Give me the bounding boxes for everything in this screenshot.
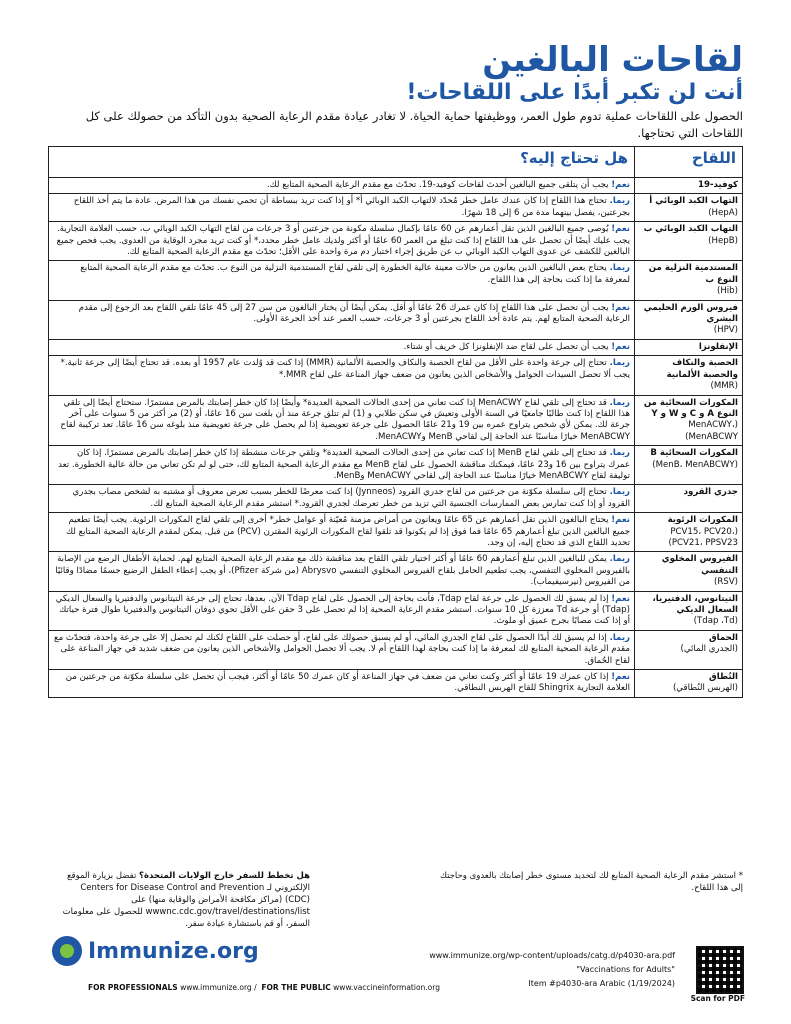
vaccine-need-cell [49,261,635,300]
vaccine-name: المكورات السحائية B [650,448,738,459]
vaccine-name: الإنفلونزا [698,341,738,352]
recommendation-text: تحتاج إلى سلسلة مكوّنة من جرعتين من لقاح جدري القرود (Jynneos) إذا كنت معرضًا للخطر بسبب تعرض معروف أو مشتبه به لشخص مصاب بجدري القرود أو إذا كنت تمارس بعض الممارسات الجنسية التي تزيد من خطر تعرضك لجدري القرود.* استشر مقدم الرعاية الصحية المتابع لك. [72,487,630,509]
vaccine-need-cell [49,178,635,194]
vaccine-name: التهاب الكبد الوبائي أ [649,196,738,207]
vaccine-abbrev: (HepA) [708,207,738,218]
table-row [49,261,743,300]
recommendation-lead: نعم! [611,515,630,526]
recommendation-text: إذا لم يسبق لك الحصول على جرعة لقاح Tdap، فأنت بحاجة إلى الحصول على لقاح Tdap الآن. بعدها، تحتاج إلى جرعة التيتانوس والدفتيريا والسعال الديكي (Tdap) أو جرعة Td معززة كل 10 سنوات. استشر مقدم الرعاية الصحية إذا لم تحصل على 3 حقن على الأقل تحوي ذوفان التيتانوس والدفتيريا طوال فترة حياتك أو إذا كنت مصابًا بجرح عميق أو ملوث. [55,593,630,627]
recommendation-text: يحتاج البالغون الذين تقل أعمارهم عن 65 عامًا ويعانون من أمراض مزمنة مُعيّنة أو عوامل خطر* أخرى إلى تلقي لقاح المكورات الرئوية. يجب أيضًا تطعيم جميع البالغين الذين تبلغ أعمارهم 65 عامًا فما فوق إذا لم يكونوا قد تلقوا لقاح المكورات الرئوية المقترن (PCV) من قبل. يمكن لمقدم الرعاية الصحية المتابع لك تحديد اللقاح الذي قد تحتاج إليه، إن وجد. [66,515,630,548]
vaccine-name-cell [635,630,743,669]
vaccine-abbrev: (الهربس النُطاقي) [672,683,738,694]
recommendation-lead: ربما. [609,448,630,459]
vaccine-name-cell [635,395,743,446]
vaccine-name-cell [635,446,743,485]
vaccine-need-cell [49,339,635,355]
vaccine-name: جدري القرود [683,487,738,498]
vaccine-name-cell [635,591,743,630]
vaccine-name: التيتانوس، الدفتيريا، السعال الديكي [652,593,738,615]
vaccine-name-cell [635,356,743,395]
page-title: لقاحات البالغين [482,40,743,80]
table-row [49,339,743,355]
table-row [49,194,743,222]
vaccine-abbrev: (RSV) [713,577,738,588]
travel-note-text: تفضل بزيارة الموقع الإلكتروني لـ Centers for Disease Control and Prevention (CDC) (مراكز مكافحة الأمراض والوقاية منها) على wwwnc.cdc.gov/travel/destinations/list للحصول على معلومات السفر، أو قم باستشارة عيادة سفر. [62,871,310,929]
for-public-label: FOR THE PUBLIC [261,983,331,992]
vaccine-name-cell [635,513,743,552]
for-public-link[interactable]: www.vaccineinformation.org [333,983,440,992]
vaccine-need-cell [49,591,635,630]
vaccine-name-cell [635,485,743,513]
vaccine-name: المكورات الرئوية [667,515,738,526]
vaccine-name: الحصبة والنكاف والحصبة الألمانية [666,358,738,380]
recommendation-lead: ربما. [609,358,630,369]
vaccine-name: فيروس الورم الحليمي البشري [643,302,738,325]
recommendation-text: تحتاج إلى جرعة واحدة على الأقل من لقاح الحصبة والنكاف والحصبة الألمانية (MMR) إذا كنت قد وُلدت عام 1957 أو بعده. قد تحتاج أيضًا إلى جرعة ثانية.* يجب ألا تحصل السيدات الحوامل والأشخاص الذين يعانون من ضعف جهاز المناعة على لقاح MMR.* [60,358,630,380]
table-row [49,446,743,485]
recommendation-text: تحتاج هذا اللقاح إذا كان عندك عامل خطر مُحدّد لالتهاب الكبد الوبائي أ* أو إذا كنت تريد ببساطة أن تحمي نفسك من هذا المرض. عادة ما يتم أخذ اللقاح بجرعتين، يفصل بينهما مدة من 6 إلى 18 شهرًا. [73,196,630,218]
vaccine-name: التهاب الكبد الوبائي ب [643,224,738,235]
col-vaccine-header: اللقاح [635,147,743,178]
table-row [49,300,743,339]
table-row [49,552,743,591]
recommendation-lead: ربما. [609,632,630,643]
table-row [49,513,743,552]
table-row [49,222,743,261]
vaccine-name: النُطاق [709,672,738,683]
table-row [49,670,743,698]
travel-note-lead: هل تخطط للسفر خارج الولايات المتحدة؟ [139,871,310,881]
table-header-row [49,147,743,178]
vaccine-table [48,146,743,698]
recommendation-lead: نعم! [611,593,630,604]
recommendation-lead: نعم! [611,224,630,235]
bottom-links [88,983,440,992]
intro-paragraph: الحصول على اللقاحات عملية تدوم طول العمر، ووظيفتها حماية الحياة. لا تغادر عيادة مقدم الرعاية الصحية بدون التأكد من حصولك على كل اللقاحات التي تحتاجها. [85,109,743,140]
recommendation-lead: ربما. [609,554,630,565]
page-subtitle: أنت لن تكبر أبدًا على اللقاحات! [406,80,743,105]
immunize-logo[interactable] [52,936,259,966]
table-row [49,395,743,446]
travel-note [60,870,310,930]
vaccine-need-cell [49,395,635,446]
table-row [49,591,743,630]
vaccine-need-cell [49,513,635,552]
recommendation-lead: ربما. [609,397,630,408]
vaccine-name-cell [635,339,743,355]
recommendation-text: يمكن للبالغين الذين تبلغ أعمارهم 60 عامًا أو أكثر اختيار تلقي اللقاح بعد مناقشة ذلك مع مقدم الرعاية الصحية المتابع لهم. لحماية الأطفال الرضع من الإصابة بالفيروس المخلوي التنفسي، يجب تطعيم الحامل بلقاح الفيروس المخلوي التنفسي Abrysvo (من شركة Pfizer)، أو يجب إعطاء الطفل الرضيع جسمًا مضادًا وقائيًا من الفيروس (نيرسيفيماب). [55,554,630,588]
vaccine-name-cell [635,222,743,261]
vaccine-need-cell [49,446,635,485]
immunize-logo-icon [52,936,82,966]
recommendation-text: يجب أن تحصل على لقاح ضد الإنفلونزا كل خريف أو شتاء. [403,341,612,352]
vaccine-name-cell [635,552,743,591]
table-row [49,178,743,194]
vaccine-need-cell [49,356,635,395]
recommendation-lead: ربما. [609,196,630,207]
vaccine-need-cell [49,670,635,698]
vaccine-abbrev: (HPV) [713,325,738,336]
vaccine-name: الحماق [708,632,738,643]
item-number: Item #p4030-ara Arabic (1/19/2024) [528,979,675,988]
vaccine-name: الفيروس المخلوي التنفسي [661,554,738,576]
recommendation-lead: ربما. [609,263,630,274]
vaccine-need-cell [49,552,635,591]
recommendation-text: قد تحتاج إلى تلقي لقاح MenB إذا كنت تعاني من إحدى الحالات الصحية العديدة* وتلقي جرعات منشطة إذا كان خطر إصابتك بالمرض مستمرًا. إذا كان عمرك يتراوح بين 16 و23 عامًا، فيمكنك مناقشة الحصول على لقاح MenB مع مقدم الرعاية الصحية المتابع لك، حتى لو لم تكن تعاني من حالة عالية الخطورة. تعد توليفة لقاح MenABCWY خيارًا مناسبًا عند الحاجة إلى لقاحي MenACWY وMenB. [58,448,630,481]
recommendation-lead: نعم! [611,302,630,313]
recommendation-lead: نعم! [611,341,630,352]
table-body [49,178,743,698]
recommendation-text: إذا لم يسبق لك أبدًا الحصول على لقاح الجدري المائي، أو لم يسبق حصولك على لقاح، أو حصلت على اللقاح لكنك لم تحصل إلا على جرعة واحدة، فتحدّث مع مقدم الرعاية الصحية المتابع لك لمعرفة ما إذا كنت بحاجة لهذا اللقاح أم لا. يجب ألا تحصل الحوامل والأشخاص الذين يعانون من ضعف شديد في جهاز المناعة على لقاح الحُماق. [54,632,630,666]
qr-code-icon[interactable] [696,946,744,994]
logo-text: Immunize.org [88,938,259,964]
vaccine-name-cell [635,670,743,698]
footnote-risk-text: * استشر مقدم الرعاية الصحية المتابع لك لتحديد مستوى خطر إصابتك بالعدوى وحاجتك إلى هذا اللقاح. [439,871,743,893]
col-need-header: هل تحتاج إليه؟ [49,147,635,178]
item-info [420,949,675,991]
vaccine-need-cell [49,300,635,339]
recommendation-lead: نعم! [611,180,630,190]
vaccine-name: المكورات السحائية من النوع A و C و W و Y [643,397,738,419]
vaccine-abbrev: (الجدري المائي) [680,644,738,655]
doc-title: "Vaccinations for Adults" [576,965,675,974]
qr-label: Scan for PDF [690,994,745,1003]
table-row [49,356,743,395]
recommendation-lead: نعم! [611,672,630,683]
vaccine-abbrev: (PCV15، PCV20، PCV21، PPSV23) [668,526,738,548]
for-professionals-link[interactable]: www.immunize.org / [180,983,257,992]
vaccine-need-cell [49,222,635,261]
for-professionals-label: FOR PROFESSIONALS [88,983,178,992]
vaccine-name: المستدمية النزلية من النوع ب [648,263,738,285]
vaccine-name-cell [635,261,743,300]
vaccine-abbrev: (Tdap ،Td) [693,616,738,627]
vaccine-name-cell [635,300,743,339]
recommendation-text: يجب أن يتلقى جميع البالغين أحدث لقاحات كوفيد-19. تحدّث مع مقدم الرعاية الصحية المتابع لك. [266,180,612,190]
vaccine-name-cell [635,194,743,222]
vaccine-name: كوفيد-19 [697,180,738,190]
table-row [49,630,743,669]
vaccine-abbrev: (Hib) [716,286,738,297]
vaccine-abbrev: (MenB، MenABCWY) [652,459,738,470]
table-row [49,485,743,513]
recommendation-text: يحتاج بعض البالغين الذين يعانون من حالات معينة عالية الخطورة إلى تلقي لقاح المستدمية النزلية من النوع ب. تحدّث مع مقدم الرعاية الصحية المتابع لمعرفة ما إذا كنت بحاجة إلى هذا اللقاح. [80,263,630,285]
footnote-risk [433,870,743,894]
recommendation-text: يُوصى جميع البالغين الذين تقل أعمارهم عن 60 عامًا بإكمال سلسلة مكونة من جرعتين أو 3 جرعات من لقاح التهاب الكبد الوبائي ب، حسب العلامة التجارية. يجب عليك أيضًا أن تحصل على هذا اللقاح إذا كنت تبلغ من العمر 60 عامًا أو أكثر ولديك عامل خطر محدد،* أو كنت تريد مجرد الوقاية من العدوى. يجب فحص جميع البالغين للكشف عن عدوى التهاب الكبد الوبائي ب عن طريق إجراء اختبار دم مرة واحدة على الأقل؛ تحدّث مع مقدم الرعاية الصحية المتابع لك. [56,224,630,258]
vaccine-abbrev: (MenACWY، MenABCWY) [685,420,738,442]
pdf-url[interactable]: www.immunize.org/wp-content/uploads/catg.d/p4030-ara.pdf [429,951,675,960]
vaccine-name-cell [635,178,743,194]
vaccine-abbrev: (MMR) [710,381,738,392]
vaccine-need-cell [49,485,635,513]
recommendation-lead: ربما. [609,487,630,498]
recommendation-text: قد تحتاج إلى تلقي لقاح MenACWY إذا كنت تعاني من إحدى الحالات الصحية العديدة* وأيضًا إذا كان خطر إصابتك بالمرض مستمرًا. ستحتاج أيضًا إلى تلقي هذا اللقاح إذا كنت طالبًا جامعيًا في السنة الأولى وتعيش في سكن طلابي و (1) لم تتلق جرعة منذ أن بلغت سن 16 عامًا، أو (2) مر أكثر من 5 سنوات على آخر جرعة لك. يمكن لأي شخص يتراوح عمره بين 19 و21 عامًا الحصول على جرعة تعويضية إذا لم يحصل على جرعة تعويضية منذ بلوغه سن 16 عامًا. تعد تركيبة لقاح MenABCWY خيارًا مناسبًا عند الحاجة إلى لقاحي MenB وMenACWY. [60,397,630,442]
vaccine-abbrev: (HepB) [708,235,738,246]
vaccine-need-cell [49,194,635,222]
recommendation-text: يجب أن تحصل على هذا اللقاح إذا كان عمرك 26 عامًا أو أقل. يمكن أيضًا أن يختار البالغون من سن 27 إلى 45 عامًا تلقي اللقاح بعد الرجوع إلى مقدم الرعاية الصحية المتابع لهم. يتم عادة أخذ اللقاح بجرعتين أو 3 جرعات، حسب العمر عند أخذ الجرعة الأولى. [78,302,630,325]
recommendation-text: إذا كان عمرك 19 عامًا أو أكثر وكنت تعاني من ضعف في جهاز المناعة أو كان عمرك 50 عامًا أو أكثر، فيجب أن تحصل على سلسلة مكوّنة من جرعتين من العلامة التجارية Shingrix للقاح الهربس النطاقي. [65,672,630,694]
vaccine-need-cell [49,630,635,669]
